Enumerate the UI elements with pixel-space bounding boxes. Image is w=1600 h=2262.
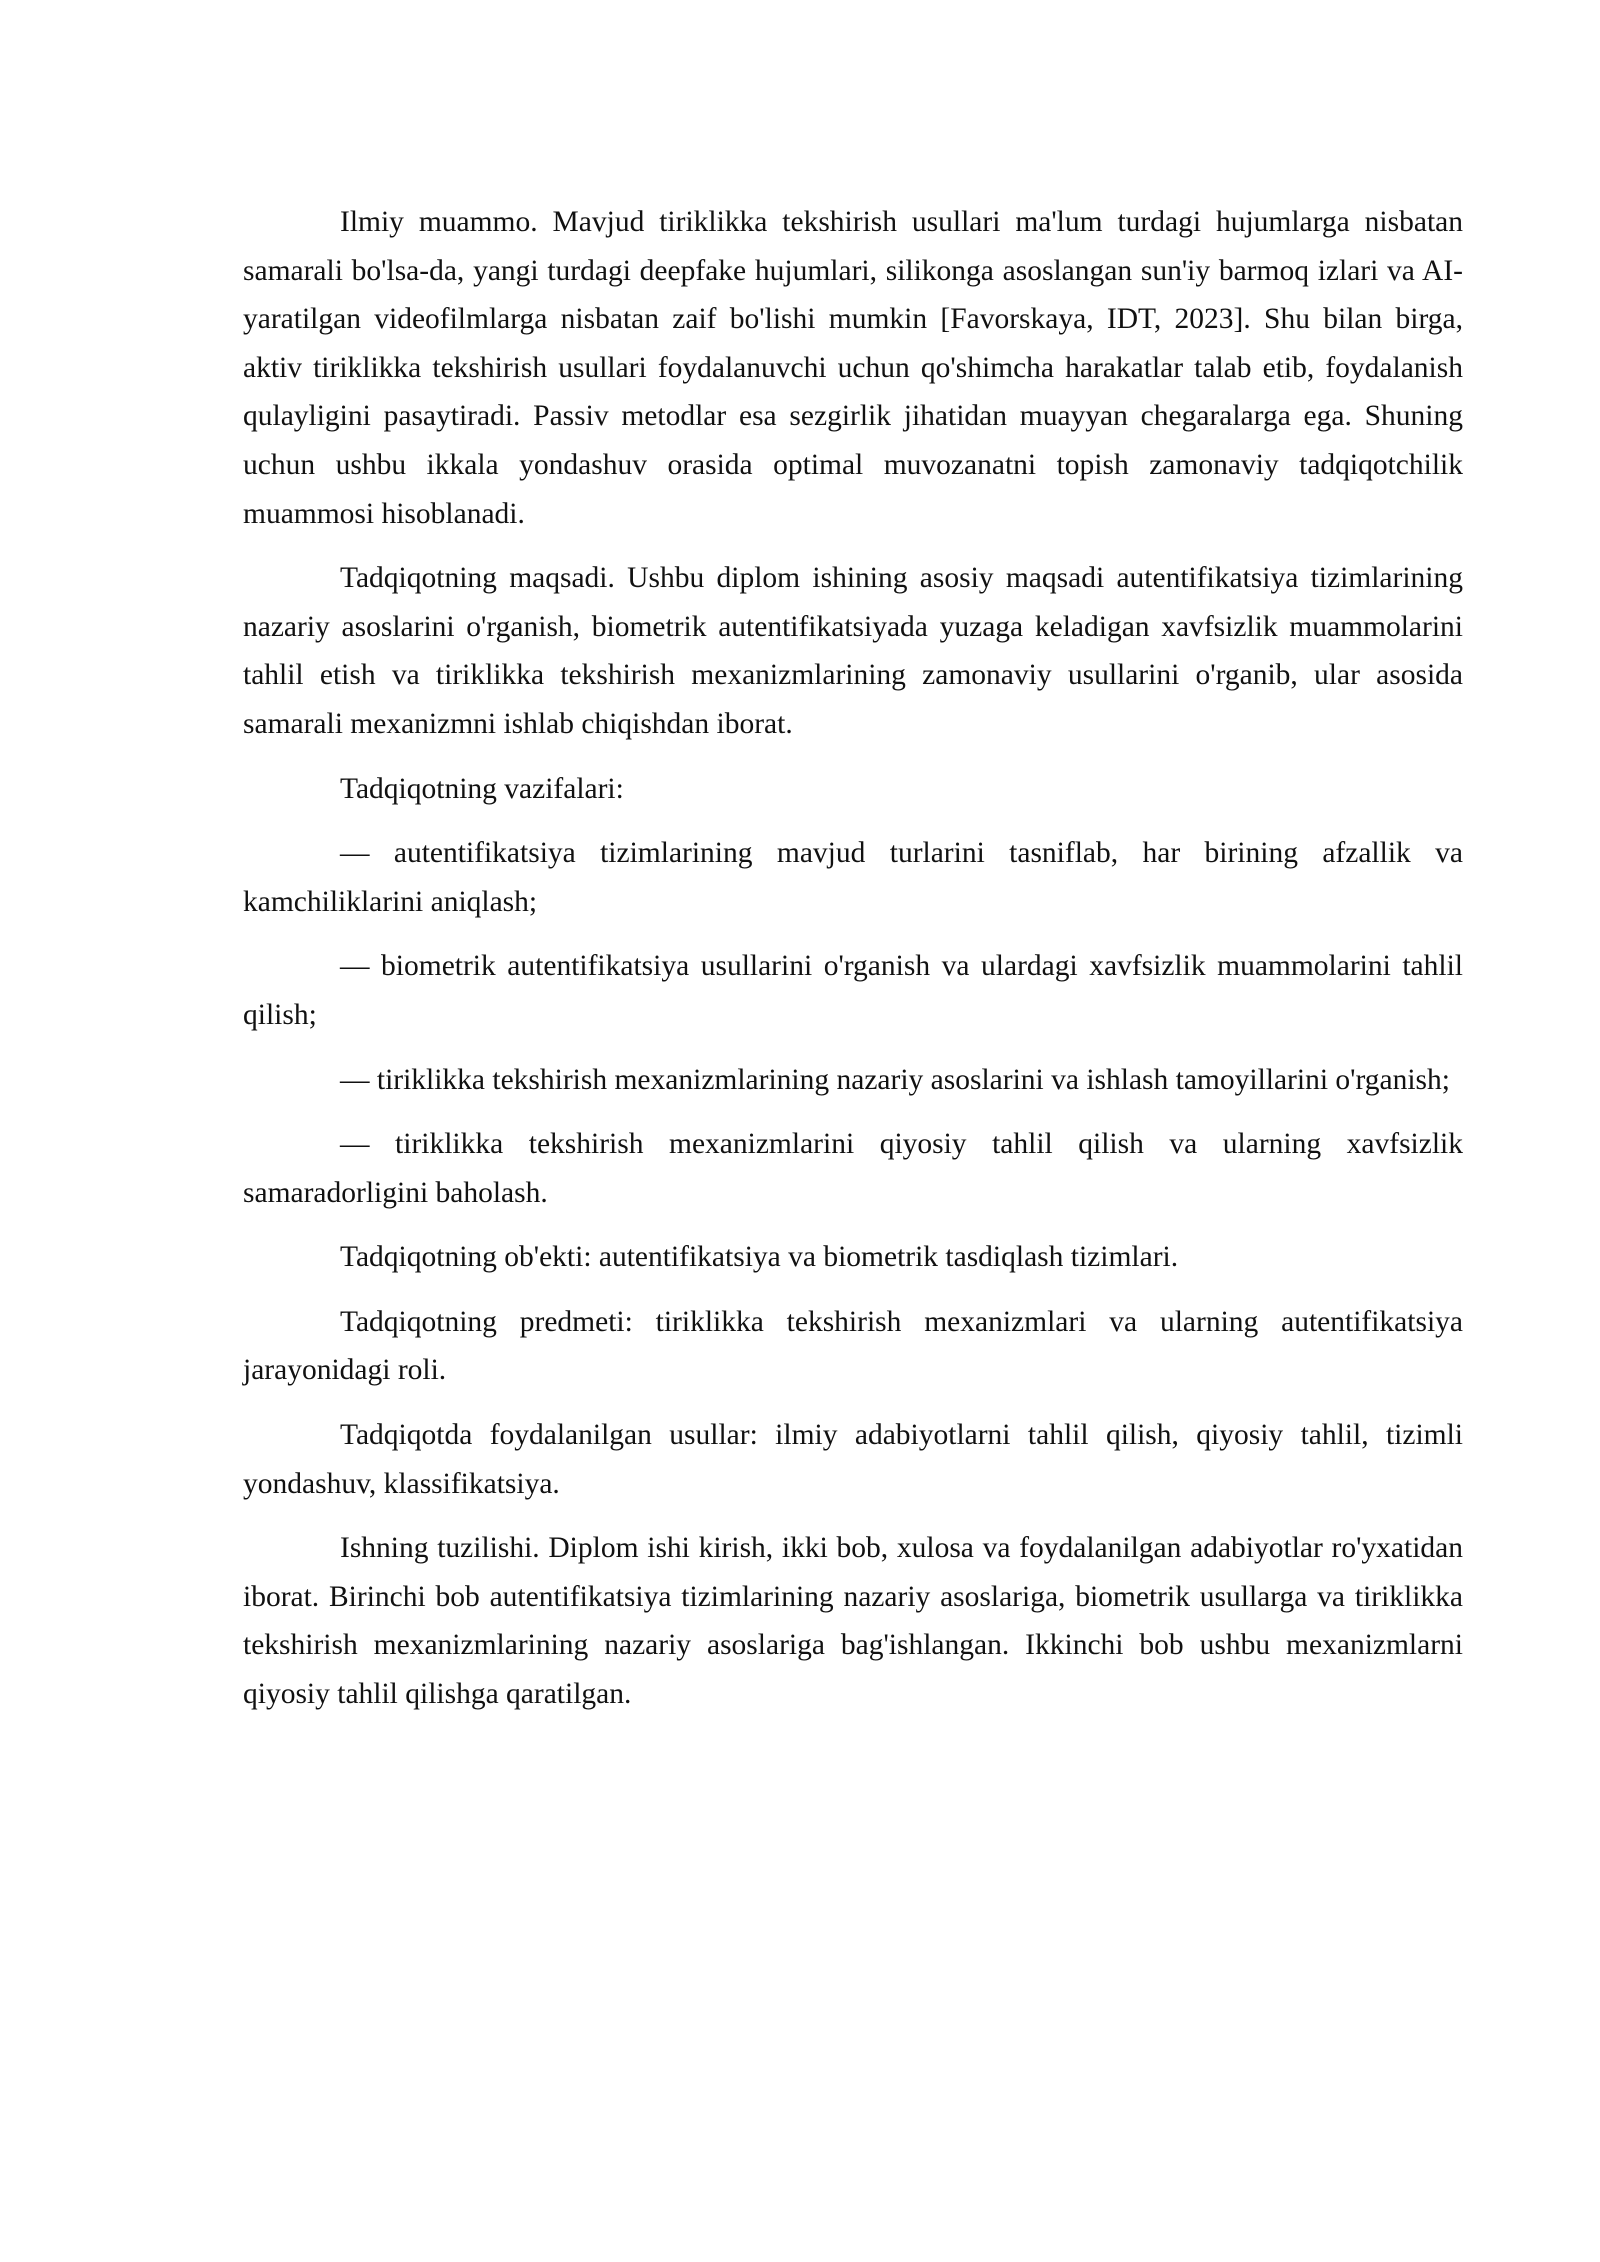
paragraph-scientific-problem: Ilmiy muammo. Mavjud tiriklikka tekshirish usullari ma'lum turdagi hujumlarga nisbatan samarali bo'lsa-da, yangi turdagi deepfake hujumlari, silikonga asoslangan sun'iy barmoq izlari va AI-yaratilgan videofilmlarga nisbatan zaif bo'lishi mumkin [Favorskaya, IDT, 2023]. Shu bilan birga, aktiv tiriklikka tekshirish usullari foydalanuvchi uchun qo'shimcha harakatlar talab etib, foydalanish qulayligini pasaytiradi. Passiv metodlar esa sezgirlik jihatidan muayyan chegaralarga ega. Shuning uchun ushbu ikkala yondashuv orasida optimal muvozanatni topish zamonaviy tadqiqotchilik muammosi hisoblanadi.: [243, 206, 1463, 530]
list-item-task-4: — tiriklikka tekshirish mexanizmlarini qiyosiy tahlil qilish va ularning xavfsizlik samaradorligini baholash.: [243, 1128, 1463, 1209]
paragraph-research-methods: Tadqiqotda foydalanilgan usullar: ilmiy adabiyotlarni tahlil qilish, qiyosiy tahlil, tizimli yondashuv, klassifikatsiya.: [243, 1419, 1463, 1500]
paragraph-research-goal: Tadqiqotning maqsadi. Ushbu diplom ishining asosiy maqsadi autentifikatsiya tizimlarining nazariy asoslarini o'rganish, biometrik autentifikatsiyada yuzaga keladigan xavfsizlik muammolarini tahlil etish va tiriklikka tekshirish mexanizmlarining zamonaviy usullarini o'rganib, ular asosida samarali mexanizmni ishlab chiqishdan iborat.: [243, 562, 1463, 740]
paragraph-work-structure: Ishning tuzilishi. Diplom ishi kirish, ikki bob, xulosa va foydalanilgan adabiyotlar ro'yxatidan iborat. Birinchi bob autentifikatsiya tizimlarining nazariy asoslariga, biometrik usullarga va tiriklikka tekshirish mexanizmlarining nazariy asoslariga bag'ishlangan. Ikkinchi bob ushbu mexanizmlarni qiyosiy tahlil qilishga qaratilgan.: [243, 1532, 1463, 1711]
document-body: [243, 198, 1463, 1735]
paragraph-research-tasks-heading: Tadqiqotning vazifalari:: [340, 772, 624, 805]
paragraph-research-subject: Tadqiqotning predmeti: tiriklikka tekshirish mexanizmlari va ularning autentifikatsiya jarayonidagi roli.: [243, 1305, 1463, 1387]
list-item-task-3: — tiriklikka tekshirish mexanizmlarining nazariy asoslarini va ishlash tamoyillarini o'rganish;: [340, 1063, 1450, 1096]
list-item-task-2: — biometrik autentifikatsiya usullarini o'rganish va ulardagi xavfsizlik muammolarini tahlil qilish;: [243, 950, 1463, 1031]
list-item-task-1: — autentifikatsiya tizimlarining mavjud turlarini tasniflab, har birining afzallik va kamchiliklarini aniqlash;: [243, 837, 1463, 918]
paragraph-research-object: Tadqiqotning ob'ekti: autentifikatsiya va biometrik tasdiqlash tizimlari.: [340, 1241, 1179, 1274]
